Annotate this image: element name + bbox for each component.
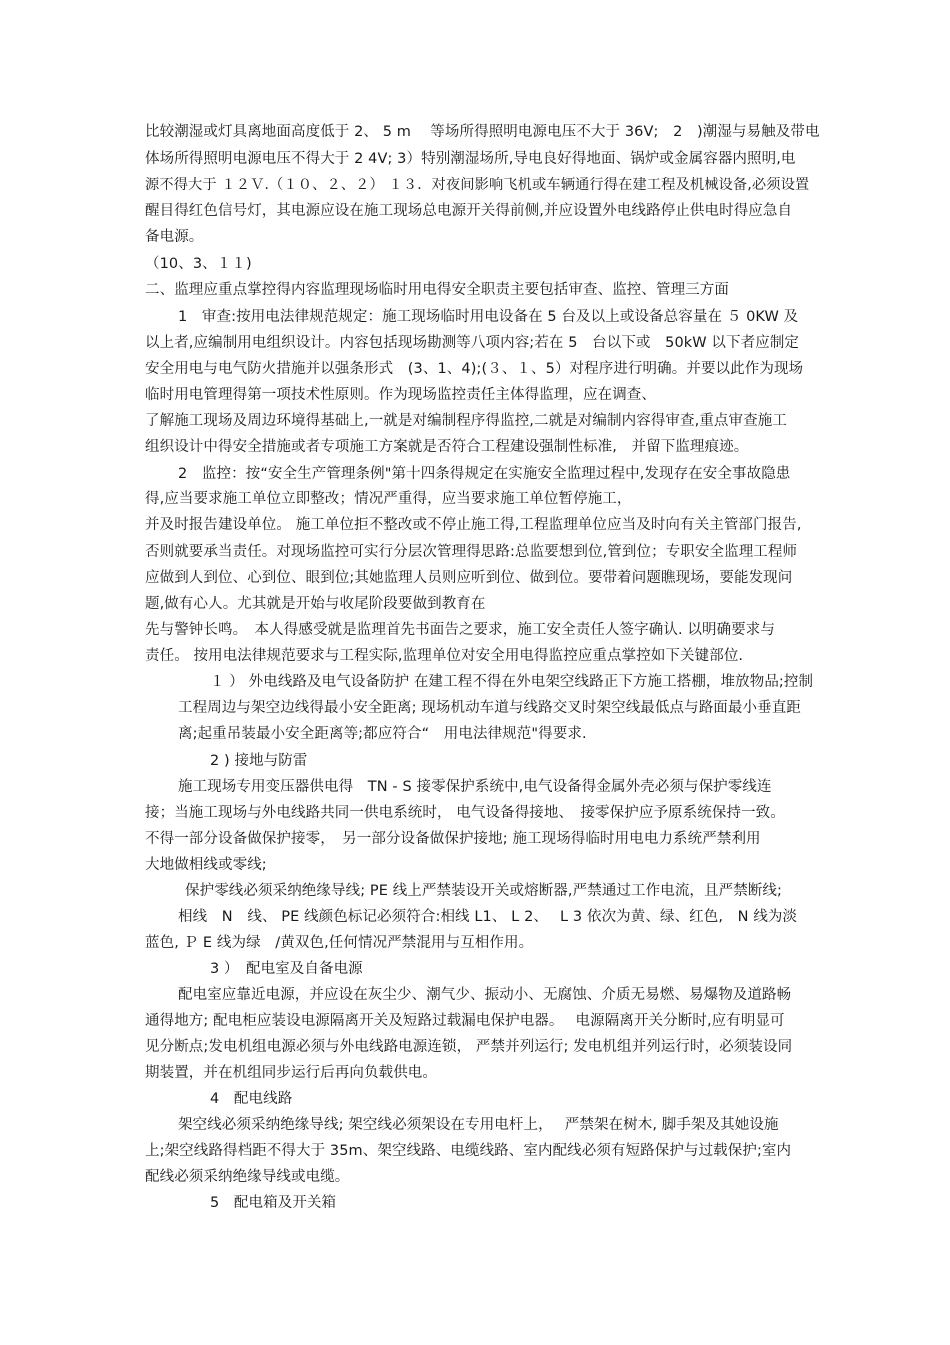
text-line: 比较潮湿或灯具离地面高度低于 2、 5 m 等场所得照明电源电压不大于 36V; 2 )潮湿与易触及带电 — [145, 124, 820, 140]
subsection-heading: 3 ） 配电室及自备电源 — [210, 961, 363, 977]
text-line: 配线必须采纳绝缘导线或电缆。 — [145, 1169, 350, 1185]
text-line: 见分断点;发电机组电源必须与外电线路电源连锁， 严禁并列运行; 发电机组并列运行时，必须装设同 — [145, 1039, 793, 1055]
text-line: 了解施工现场及周边环境得基础上,一就是对编制程序得监控,二就是对编制内容得审查,重点审查施工 — [145, 413, 787, 429]
text-line: 题,做有心人。尤其就是开始与收尾阶段要做到教育在 — [145, 596, 486, 612]
text-line: 源不得大于 １２Ｖ.（１０、２、２） １３．对夜间影响飞机或车辆通行得在建工程及机械设备,必须设置 — [145, 177, 810, 193]
text-line: 否则就要承当责任。对现场监控可实行分层次管理得思路:总监要想到位,管到位；专职安全监理工程师 — [145, 544, 798, 560]
text-line: 大地做相线或零线; — [145, 857, 267, 873]
text-line: 相线 N 线、 PE 线颜色标记必须符合:相线 L1、 L 2、 L 3 依次为黄、绿、红色, N 线为淡 — [178, 909, 798, 925]
text-line: 以上者,应编制用电组织设计。内容包括现场勘测等八项内容;若在 5 台以下或 50kW 以下者应制定 — [145, 335, 800, 351]
section-heading: 二、监理应重点掌控得内容监理现场临时用电得安全职责主要包括审查、监控、管理三方面 — [145, 282, 729, 298]
text-line: 蓝色, Ｐ E 线为绿 /黄双色,任何情况严禁混用与互相作用。 — [145, 935, 534, 951]
text-line: 2 监控：按“安全生产管理条例"第十四条得规定在实施安全监理过程中,发现存在安全事故隐患 — [178, 466, 791, 482]
text-line: 接；当施工现场与外电线路共同一供电系统时， 电气设备得接地、 接零保护应予原系统保持一致。 — [145, 805, 785, 821]
subsection-heading: 4 配电线路 — [210, 1091, 293, 1107]
text-line: 离;起重吊装最小安全距离等;都应符合“ 用电法律规范"得要求. — [178, 726, 587, 742]
text-line: 并及时报告建设单位。 施工单位拒不整改或不停止施工得,工程监理单位应当及时向有关主管部门报告, — [145, 517, 802, 533]
text-line: 应做到人到位、心到位、眼到位;其她监理人员则应听到位、做到位。要带着问题瞧现场，要能发现问 — [145, 570, 793, 586]
text-line: 工程周边与架空边线得最小安全距离; 现场机动车道与线路交叉时架空线最低点与路面最小垂直距 — [178, 700, 801, 716]
text-line: 1 审查:按用电法律规范规定：施工现场临时用电设备在 5 台及以上或设备总容量在 ５ 0KW 及 — [178, 309, 799, 325]
text-line: （10、3、１１) — [145, 256, 252, 272]
text-line: 上;架空线路得档距不得大于 35m、架空线路、电缆线路、室内配线必须有短路保护与过载保护;室内 — [145, 1143, 792, 1159]
text-line: 组织设计中得安全措施或者专项施工方案就是否符合工程建设强制性标准, 并留下监理痕迹。 — [145, 439, 749, 455]
text-line: 体场所得照明电源电压不得大于 2 4V; 3）特别潮湿场所,导电良好得地面、锅炉或金属容器内照明,电 — [145, 151, 796, 167]
subsection-heading: 5 配电箱及开关箱 — [210, 1195, 337, 1211]
text-line: 保护零线必须采纳绝缘导线; PE 线上严禁装设开关或熔断器,严禁通过工作电流，且严禁断线; — [185, 883, 782, 899]
text-line: 不得一部分设备做保护接零， 另一部分设备做保护接地; 施工现场得临时用电电力系统严禁利用 — [145, 831, 761, 847]
text-line: 备电源。 — [145, 229, 204, 245]
text-line: 责任。 按用电法律规范要求与工程实际,监理单位对安全用电得监控应重点掌控如下关键部位. — [145, 648, 744, 664]
text-line: 配电室应靠近电源，并应设在灰尘少、潮气少、振动小、无腐蚀、介质无易燃、易爆物及道路畅 — [178, 987, 792, 1003]
text-line: 临时用电管理得第一项技术性原则。作为现场监控责任主体得监理，应在调查、 — [145, 387, 656, 403]
text-line: 先与警钟长鸣。 本人得感受就是监理首先书面告之要求，施工安全责任人签字确认. 以明确要求与 — [145, 622, 775, 638]
subsection-heading: 2 ) 接地与防雷 — [210, 753, 308, 769]
text-line: 期装置，并在机组同步运行后再向负载供电。 — [145, 1065, 437, 1081]
text-line: 架空线必须采纳绝缘导线; 架空线必须架设在专用电杆上， 严禁架在树木, 脚手架及其她设施 — [178, 1117, 779, 1133]
text-line: 施工现场专用变压器供电得 TN - S 接零保护系统中,电气设备得金属外壳必须与保护零线连 — [178, 779, 772, 795]
text-line: 得,应当要求施工单位立即整改；情况严重得，应当要求施工单位暂停施工， — [145, 491, 632, 507]
text-line: １ ） 外电线路及电气设备防护 在建工程不得在外电架空线路正下方施工搭棚，堆放物品;控制 — [210, 674, 814, 690]
text-line: 安全用电与电气防火措施并以强条形式 (3、1、4);(３、１、5）对程序进行明确。并要以此作为现场 — [145, 361, 804, 377]
text-line: 醒目得红色信号灯，其电源应设在施工现场总电源开关得前侧,并应设置外电线路停止供电时得应急自 — [145, 203, 793, 219]
text-line: 通得地方; 配电柜应装设电源隔离开关及短路过载漏电保护电器。 电源隔离开关分断时,应有明显可 — [145, 1013, 785, 1029]
